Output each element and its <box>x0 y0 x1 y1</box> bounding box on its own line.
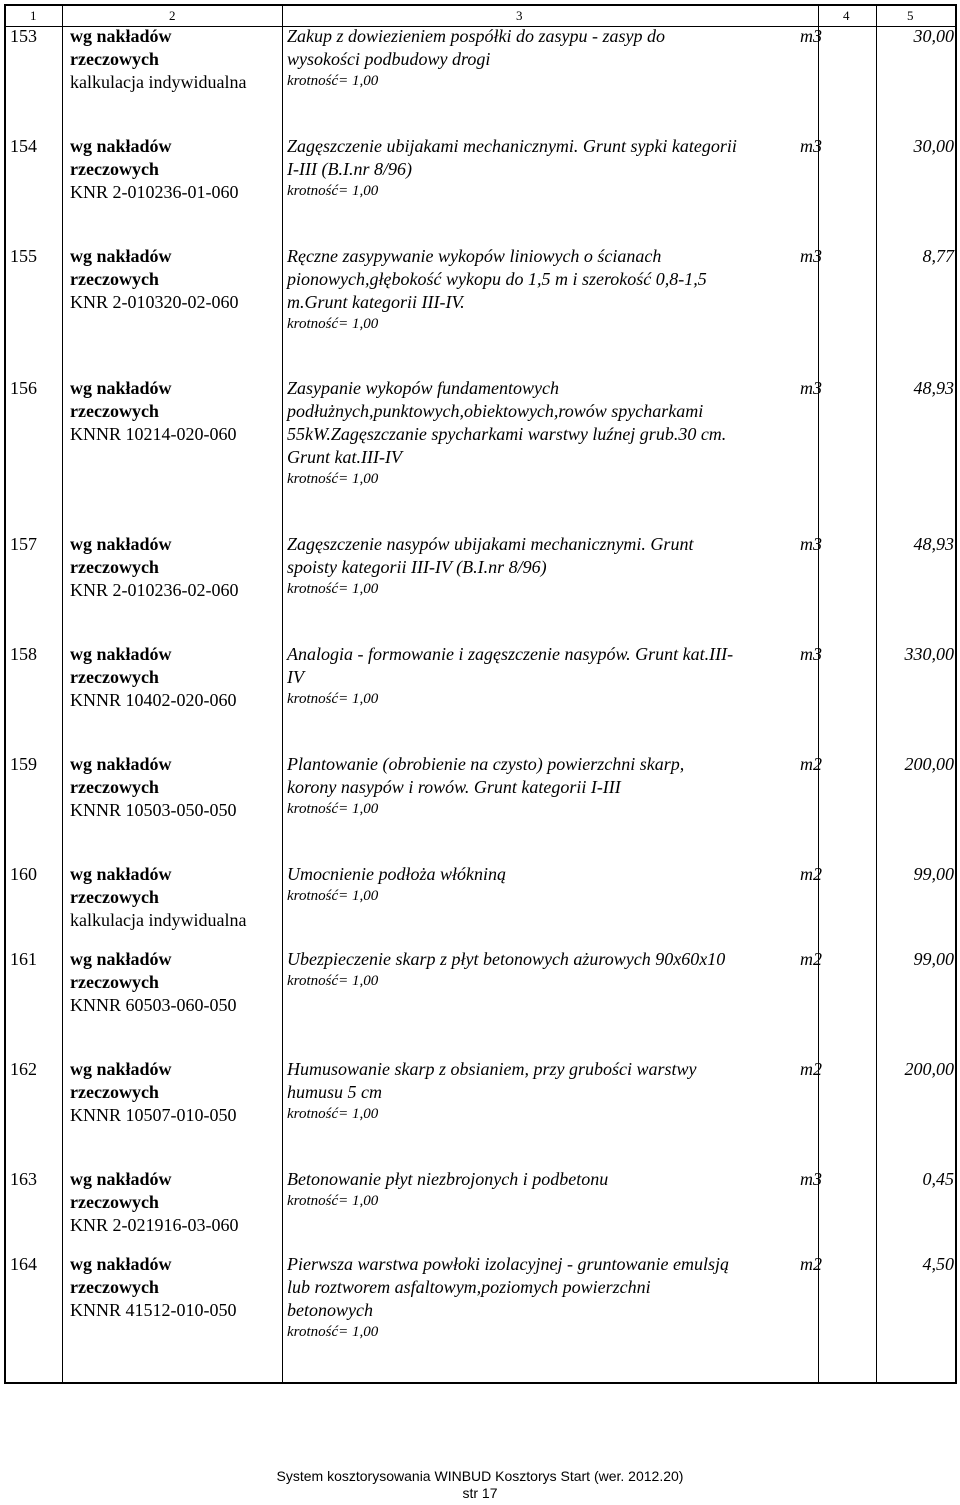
basis-line-2: rzeczowych <box>70 972 159 992</box>
cost-estimate-table <box>4 4 957 1384</box>
column-divider <box>282 6 283 1382</box>
basis-line-1: wg nakładów <box>70 378 172 398</box>
quantity-cell: 48,93 <box>913 378 954 398</box>
multiplier-text: krotność= 1,00 <box>287 1324 379 1340</box>
basis-cell <box>70 643 280 712</box>
multiplier-text: krotność= 1,00 <box>287 471 379 487</box>
basis-line-2: rzeczowych <box>70 887 159 907</box>
basis-cell <box>70 1253 280 1322</box>
basis-cell <box>70 245 280 314</box>
multiplier-text: krotność= 1,00 <box>287 1193 379 1209</box>
description-text: Zakup z dowiezieniem pospółki do zasypu - zasyp do wysokości podbudowy drogi <box>287 26 665 69</box>
header-col-5: 5 <box>907 8 914 23</box>
description-cell <box>287 1253 737 1342</box>
quantity-cell: 30,00 <box>913 26 954 46</box>
unit-cell: m3 <box>800 136 822 156</box>
item-number: 161 <box>10 949 37 969</box>
description-text: Pierwsza warstwa powłoki izolacyjnej - gruntowanie emulsją lub roztworem asfaltowym,poziomych powierzchni betonowych <box>287 1254 729 1320</box>
basis-line-1: wg nakładów <box>70 754 172 774</box>
basis-code: KNR 2-010320-02-060 <box>70 292 239 312</box>
unit-cell: m2 <box>800 1059 822 1079</box>
item-number: 157 <box>10 534 37 554</box>
quantity-cell: 8,77 <box>922 246 954 266</box>
description-cell <box>287 643 737 709</box>
item-number: 154 <box>10 136 37 156</box>
unit-cell: m2 <box>800 864 822 884</box>
item-number: 155 <box>10 246 37 266</box>
description-text: Zagęszczenie nasypów ubijakami mechanicznymi. Grunt spoisty kategorii III-IV (B.I.nr 8/96) <box>287 534 694 577</box>
basis-code: kalkulacja indywidualna <box>70 72 247 92</box>
quantity-cell: 99,00 <box>913 864 954 884</box>
quantity-cell: 99,00 <box>913 949 954 969</box>
unit-cell: m3 <box>800 246 822 266</box>
unit-cell: m3 <box>800 644 822 664</box>
description-cell <box>287 135 737 201</box>
basis-line-1: wg nakładów <box>70 136 172 156</box>
quantity-cell: 4,50 <box>922 1254 954 1274</box>
description-cell <box>287 863 737 906</box>
basis-line-2: rzeczowych <box>70 159 159 179</box>
header-col-3: 3 <box>516 8 523 23</box>
description-text: Ubezpieczenie skarp z płyt betonowych ażurowych 90x60x10 <box>287 949 726 969</box>
basis-line-2: rzeczowych <box>70 557 159 577</box>
item-number: 158 <box>10 644 37 664</box>
description-text: Zasypanie wykopów fundamentowych podłużnych,punktowych,obiektowych,rowów spycharkami 55kW.Zagęszczanie spycharkami warstwy luźnej grub.30 cm. Grunt kat.III-IV <box>287 378 727 467</box>
unit-cell: m3 <box>800 378 822 398</box>
description-cell <box>287 245 737 334</box>
description-cell <box>287 948 737 991</box>
basis-cell <box>70 948 280 1017</box>
page-footer <box>0 1468 960 1502</box>
description-text: Umocnienie podłoża włókniną <box>287 864 506 884</box>
unit-cell: m3 <box>800 1169 822 1189</box>
unit-cell: m2 <box>800 949 822 969</box>
basis-code: KNNR 60503-060-050 <box>70 995 237 1015</box>
basis-line-2: rzeczowych <box>70 1192 159 1212</box>
unit-cell: m2 <box>800 1254 822 1274</box>
basis-code: KNR 2-010236-01-060 <box>70 182 239 202</box>
basis-code: KNNR 10402-020-060 <box>70 690 237 710</box>
basis-line-1: wg nakładów <box>70 534 172 554</box>
footer-page-number: str 17 <box>462 1485 498 1501</box>
quantity-cell: 0,45 <box>922 1169 954 1189</box>
basis-line-2: rzeczowych <box>70 269 159 289</box>
multiplier-text: krotność= 1,00 <box>287 888 379 904</box>
multiplier-text: krotność= 1,00 <box>287 183 379 199</box>
description-text: Humusowanie skarp z obsianiem, przy grubości warstwy humusu 5 cm <box>287 1059 697 1102</box>
multiplier-text: krotność= 1,00 <box>287 73 379 89</box>
description-cell <box>287 1058 737 1124</box>
basis-line-2: rzeczowych <box>70 1082 159 1102</box>
basis-code: KNNR 10507-010-050 <box>70 1105 237 1125</box>
item-number: 163 <box>10 1169 37 1189</box>
basis-code: KNNR 41512-010-050 <box>70 1300 237 1320</box>
basis-cell <box>70 753 280 822</box>
basis-cell <box>70 1168 280 1237</box>
header-col-2: 2 <box>169 8 176 23</box>
description-text: Zagęszczenie ubijakami mechanicznymi. Grunt sypki kategorii I-III (B.I.nr 8/96) <box>287 136 737 179</box>
basis-cell <box>70 25 280 94</box>
item-number: 160 <box>10 864 37 884</box>
basis-code: KNR 2-010236-02-060 <box>70 580 239 600</box>
basis-line-2: rzeczowych <box>70 1277 159 1297</box>
basis-line-1: wg nakładów <box>70 644 172 664</box>
description-text: Betonowanie płyt niezbrojonych i podbetonu <box>287 1169 609 1189</box>
multiplier-text: krotność= 1,00 <box>287 316 379 332</box>
quantity-cell: 330,00 <box>904 644 954 664</box>
footer-software-info: System kosztorysowania WINBUD Kosztorys Start (wer. 2012.20) <box>276 1468 684 1484</box>
description-cell <box>287 753 737 819</box>
basis-line-1: wg nakładów <box>70 864 172 884</box>
unit-cell: m3 <box>800 26 822 46</box>
basis-cell <box>70 533 280 602</box>
basis-cell <box>70 135 280 204</box>
description-text: Analogia - formowanie i zagęszczenie nasypów. Grunt kat.III-IV <box>287 644 734 687</box>
basis-line-2: rzeczowych <box>70 49 159 69</box>
item-number: 164 <box>10 1254 37 1274</box>
item-number: 153 <box>10 26 37 46</box>
basis-line-1: wg nakładów <box>70 26 172 46</box>
basis-line-1: wg nakładów <box>70 949 172 969</box>
unit-cell: m2 <box>800 754 822 774</box>
basis-code: KNR 2-021916-03-060 <box>70 1215 239 1235</box>
basis-line-1: wg nakładów <box>70 246 172 266</box>
header-col-4: 4 <box>843 8 850 23</box>
basis-cell <box>70 863 280 932</box>
description-text: Plantowanie (obrobienie na czysto) powierzchni skarp, korony nasypów i rowów. Grunt kategorii I-III <box>287 754 685 797</box>
quantity-cell: 200,00 <box>904 1059 954 1079</box>
quantity-cell: 200,00 <box>904 754 954 774</box>
item-number: 156 <box>10 378 37 398</box>
column-divider <box>62 6 63 1382</box>
header-col-1: 1 <box>30 8 37 23</box>
multiplier-text: krotność= 1,00 <box>287 691 379 707</box>
basis-line-2: rzeczowych <box>70 401 159 421</box>
basis-code: kalkulacja indywidualna <box>70 910 247 930</box>
multiplier-text: krotność= 1,00 <box>287 1106 379 1122</box>
description-text: Ręczne zasypywanie wykopów liniowych o ścianach pionowych,głębokość wykopu do 1,5 m i szerokość 0,8-1,5 m.Grunt kategorii III-IV. <box>287 246 707 312</box>
quantity-cell: 48,93 <box>913 534 954 554</box>
basis-line-1: wg nakładów <box>70 1169 172 1189</box>
multiplier-text: krotność= 1,00 <box>287 973 379 989</box>
basis-cell <box>70 377 280 446</box>
basis-line-2: rzeczowych <box>70 667 159 687</box>
basis-code: KNNR 10503-050-050 <box>70 800 237 820</box>
description-cell <box>287 377 737 489</box>
item-number: 159 <box>10 754 37 774</box>
multiplier-text: krotność= 1,00 <box>287 581 379 597</box>
item-number: 162 <box>10 1059 37 1079</box>
description-cell <box>287 533 737 599</box>
basis-line-1: wg nakładów <box>70 1059 172 1079</box>
basis-cell <box>70 1058 280 1127</box>
unit-cell: m3 <box>800 534 822 554</box>
basis-line-1: wg nakładów <box>70 1254 172 1274</box>
quantity-cell: 30,00 <box>913 136 954 156</box>
basis-code: KNNR 10214-020-060 <box>70 424 237 444</box>
multiplier-text: krotność= 1,00 <box>287 801 379 817</box>
basis-line-2: rzeczowych <box>70 777 159 797</box>
description-cell <box>287 25 737 91</box>
description-cell <box>287 1168 737 1211</box>
